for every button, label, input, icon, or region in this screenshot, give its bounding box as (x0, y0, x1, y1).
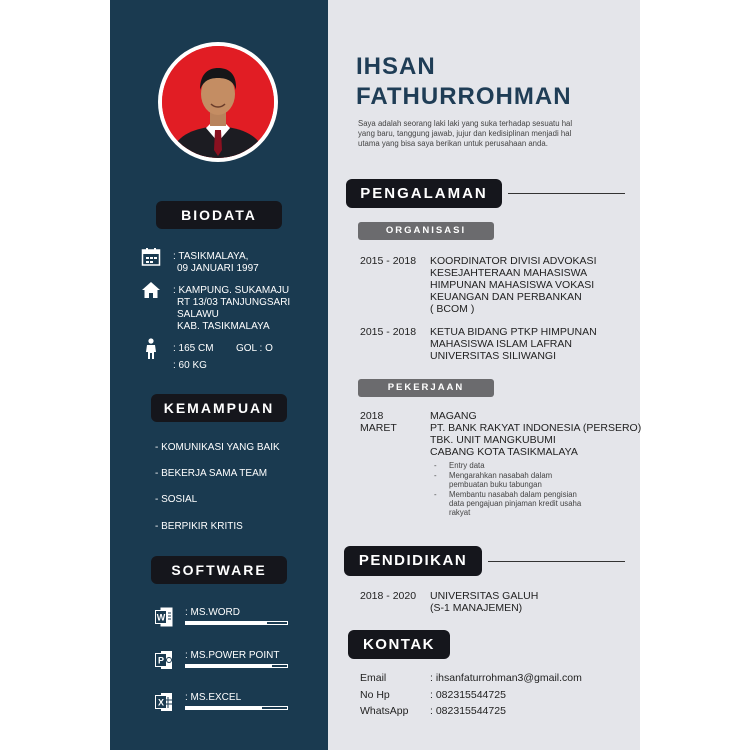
education-heading: PENDIDIKAN (344, 546, 482, 576)
home-icon (141, 281, 161, 299)
birth-date: 09 JANUARI 1997 (177, 263, 259, 274)
powerpoint-skill-fill (186, 665, 272, 667)
excel-skill-bar (185, 706, 288, 710)
excel-icon (155, 692, 173, 712)
name-first: IHSAN (356, 53, 436, 80)
skill-item: - BEKERJA SAMA TEAM (155, 468, 268, 479)
skill-item: - KOMUNIKASI YANG BAIK (155, 442, 280, 453)
job-line: TBK. UNIT MANGKUBUMI (430, 434, 556, 446)
org-line: KESEJAHTERAAN MAHASISWA (430, 267, 588, 279)
org-line: UNIVERSITAS SILIWANGI (430, 350, 557, 362)
blood-type: GOL : O (236, 343, 273, 354)
job-task: Mengarahkan nasabah dalam (449, 471, 553, 480)
skill-item: - SOSIAL (155, 494, 198, 505)
person-icon (145, 338, 157, 360)
job-task: rakyat (449, 508, 471, 517)
bullet-dash: - (434, 471, 437, 480)
address-line-1: : KAMPUNG. SUKAMAJU (173, 285, 290, 296)
word-skill-fill (186, 622, 267, 624)
software-heading: SOFTWARE (151, 556, 287, 584)
excel-skill-fill (186, 707, 262, 709)
summary-line-2: yang baru, tanggung jawab, jujur dan kedisiplinan menjadi hal (358, 129, 572, 138)
email-value[interactable]: : ihsanfaturrohman3@gmail.com (430, 672, 582, 684)
biodata-heading: BIODATA (156, 201, 282, 229)
education-years: 2018 - 2020 (360, 590, 417, 602)
contact-label: No Hp (360, 689, 390, 701)
job-task: data pengajuan pinjaman kredit usaha (449, 499, 582, 508)
contact-label: WhatsApp (360, 705, 409, 717)
word-skill-bar (185, 621, 288, 625)
organisasi-heading: ORGANISASI (358, 222, 494, 240)
org-line: KETUA BIDANG PTKP HIMPUNAN (430, 326, 597, 338)
contact-heading: KONTAK (348, 630, 450, 659)
org-years: 2015 - 2018 (360, 326, 417, 338)
address-line-3: SALAWU (177, 309, 219, 320)
job-task: Membantu nasabah dalam pengisian (449, 490, 577, 499)
job-line: CABANG KOTA TASIKMALAYA (430, 446, 578, 458)
phone-value[interactable]: : 082315544725 (430, 689, 506, 701)
whatsapp-value[interactable]: : 082315544725 (430, 705, 506, 717)
org-line: KEUANGAN DAN PERBANKAN (430, 291, 582, 303)
software-label: : MS.WORD (185, 607, 240, 618)
section-divider (508, 193, 625, 194)
contact-label: Email (360, 672, 387, 684)
job-line: PT. BANK RAKYAT INDONESIA (PERSERO) (430, 422, 642, 434)
svg-text:X: X (157, 697, 165, 708)
job-line: MAGANG (430, 410, 477, 422)
bullet-dash: - (434, 490, 437, 499)
org-line: HIMPUNAN MAHASISWA VOKASI (430, 279, 595, 291)
education-line: UNIVERSITAS GALUH (430, 590, 539, 602)
birth-place: : TASIKMALAYA, (173, 251, 249, 262)
svg-text:W: W (156, 612, 166, 623)
person-portrait-icon (162, 46, 274, 158)
address-line-4: KAB. TASIKMALAYA (177, 321, 270, 332)
svg-text:P: P (157, 655, 165, 666)
org-line: ( BCOM ) (430, 303, 475, 315)
profile-photo (158, 42, 278, 162)
skill-item: - BERPIKIR KRITIS (155, 521, 243, 532)
avatar (162, 46, 274, 158)
org-line: MAHASISWA ISLAM LAFRAN (430, 338, 572, 350)
experience-heading: PENGALAMAN (346, 179, 502, 208)
job-task: Entry data (449, 461, 485, 470)
software-label: : MS.POWER POINT (185, 650, 280, 661)
word-icon (155, 607, 173, 627)
job-year: 2018 (360, 410, 384, 422)
name-last: FATHURROHMAN (356, 83, 572, 110)
org-line: KOORDINATOR DIVISI ADVOKASI (430, 255, 597, 267)
calendar-icon (141, 247, 161, 267)
job-task: pembuatan buku tabungan (449, 480, 542, 489)
section-divider (488, 561, 625, 562)
weight-value: : 60 KG (173, 360, 207, 371)
skills-heading: KEMAMPUAN (151, 394, 287, 422)
powerpoint-skill-bar (185, 664, 288, 668)
summary-line-3: utama yang bisa saya berikan untuk perusahaan anda. (358, 139, 548, 148)
address-line-2: RT 13/03 TANJUNGSARI (177, 297, 291, 308)
education-line: (S-1 MANAJEMEN) (430, 602, 523, 614)
summary-line-1: Saya adalah seorang laki laki yang suka terhadap sesuatu hal (358, 119, 573, 128)
pekerjaan-heading: PEKERJAAN (358, 379, 494, 397)
bullet-dash: - (434, 461, 437, 470)
software-label: : MS.EXCEL (185, 692, 242, 703)
height-value: : 165 CM (173, 343, 214, 354)
powerpoint-icon (155, 650, 173, 670)
job-month: MARET (360, 422, 397, 434)
org-years: 2015 - 2018 (360, 255, 417, 267)
